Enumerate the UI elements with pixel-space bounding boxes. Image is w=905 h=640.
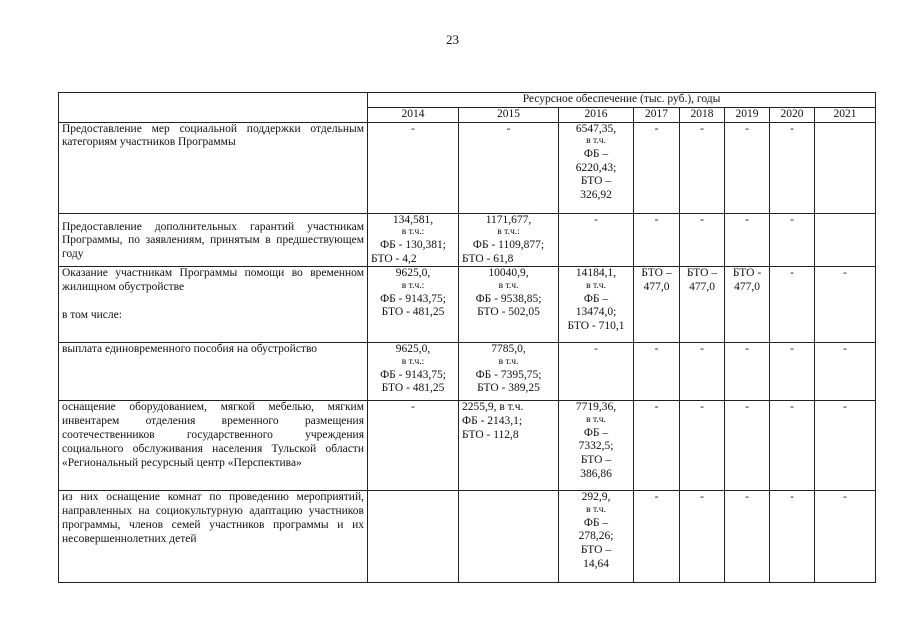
cell-2020: - [770,401,815,491]
table-row [59,343,876,401]
table-row [59,122,876,213]
cell-2014 [368,491,459,583]
cell-2015 [459,343,559,401]
cell-2019: - [725,122,770,213]
cell-line: БТО - 710,1 [567,320,625,333]
cell-2021: - [815,491,876,583]
cell-line: 6220,43; [575,161,617,174]
cell-2019: - [725,491,770,583]
header-year-2015: 2015 [459,107,559,122]
cell-line: 2255,9, в т.ч. [462,401,524,414]
row-description-text: Оказание участникам Программы помощи во временном жилищном обустройстве [62,267,364,294]
cell-line: 6547,35, [575,122,617,135]
cell-2016 [559,401,634,491]
cell-2018: - [680,491,725,583]
cell-line: ФБ - 9143,75; [380,292,446,305]
cell-line: БТО – [580,175,612,188]
cell-2014 [368,213,459,267]
cell-line: в т.ч. [498,281,519,292]
cell-line: 14184,1, [575,267,617,280]
cell-line: ФБ – [583,516,609,529]
cell-2014 [368,267,459,343]
cell-2020: - [770,213,815,267]
row-description-sub: в том числе: [62,308,122,321]
row-description: выплата единовременного пособия на обустройство [59,343,368,401]
header-group-title: Ресурсное обеспечение (тыс. руб.), годы [368,93,876,108]
cell-2015 [459,401,559,491]
cell-line: 1171,677, [485,213,532,226]
cell-line: 13474,0; [575,306,617,319]
table-row [59,213,876,267]
cell-line: 477,0 [689,281,715,294]
cell-line: в т.ч. [586,505,606,516]
row-description: оснащение оборудованием, мягкой мебелью, мягким инвентарем отделения временного размещения соотечественников государственного учреждения социального обслуживания населения Тульской области «Региональный ресурсный центр «Перспектива» [59,401,368,491]
cell-2019 [725,267,770,343]
cell-line: в т.ч.: [401,227,425,238]
cell-2017: - [634,401,680,491]
cell-line: БТО - 112,8 [462,428,519,441]
cell-2018: - [680,122,725,213]
cell-line: 7332,5; [578,440,614,453]
row-description-text: Предоставление дополнительных гарантий участникам Программы, по заявлениям, принятым в предшествующем году [62,220,364,261]
cell-2021: - [815,343,876,401]
table-row [59,401,876,491]
cell-line: в т.ч.: [497,227,520,238]
cell-line: БТО - 61,8 [462,252,514,265]
header-year-2014: 2014 [368,107,459,122]
cell-2016 [559,491,634,583]
cell-line: 386,86 [580,467,612,480]
cell-line: 326,92 [580,189,612,202]
cell-2018: - [680,343,725,401]
cell-2015 [459,491,559,583]
cell-2018: - [680,401,725,491]
cell-2021 [815,122,876,213]
cell-2016 [559,122,634,213]
cell-line: в т.ч.: [401,281,425,292]
header-year-2020: 2020 [770,107,815,122]
cell-line: 9625,0, [395,343,431,356]
cell-line: ФБ - 9143,75; [380,368,446,381]
resource-table [58,92,876,583]
header-year-2018: 2018 [680,107,725,122]
cell-2016: - [559,343,634,401]
row-description: Предоставление мер социальной поддержки отдельным категориям участников Программы [59,122,368,213]
cell-2014: - [368,401,459,491]
table-row [59,267,876,343]
cell-line: БТО - 4,2 [371,252,417,265]
cell-line: БТО – [686,267,718,280]
cell-2020: - [770,491,815,583]
cell-2019: - [725,401,770,491]
cell-2018 [680,267,725,343]
cell-2021: - [815,267,876,343]
row-description [59,213,368,267]
cell-2014: - [368,122,459,213]
row-description: из них оснащение комнат по проведению мероприятий, направленных на социокультурную адаптацию участников программы, членов семей участников программы и их несовершеннолетних детей [59,491,368,583]
row-description [59,267,368,343]
cell-2017: - [634,343,680,401]
cell-2015 [459,267,559,343]
cell-line: 278,26; [578,530,614,543]
cell-line: 134,581, [392,213,434,226]
cell-2019: - [725,213,770,267]
cell-line: ФБ - 9538,85; [475,292,542,305]
table-row [59,491,876,583]
header-empty-cell [59,93,368,123]
cell-2017: - [634,213,680,267]
cell-line: БТО - 389,25 [477,382,540,395]
cell-line: в т.ч.: [401,357,425,368]
cell-2019: - [725,343,770,401]
cell-2018: - [680,213,725,267]
cell-line: ФБ - 2143,1; [462,415,523,428]
cell-line: 477,0 [734,281,760,294]
header-year-2016: 2016 [559,107,634,122]
cell-line: 9625,0, [395,267,431,280]
header-row-group [59,93,876,108]
cell-line: 477,0 [643,281,670,294]
cell-line: БТО - 502,05 [477,306,540,319]
cell-line: 14,64 [583,557,609,570]
cell-line: ФБ – [583,147,609,160]
page-number: 23 [446,32,459,47]
cell-line: БТО - 481,25 [381,382,445,395]
cell-line: ФБ – [583,426,609,439]
cell-2017: - [634,491,680,583]
cell-2015: - [459,122,559,213]
cell-2014 [368,343,459,401]
header-year-2017: 2017 [634,107,680,122]
cell-line: ФБ - 7395,75; [475,368,542,381]
cell-2016: - [559,213,634,267]
cell-line: ФБ – [583,292,609,305]
cell-2021 [815,213,876,267]
cell-2015 [459,213,559,267]
cell-line: 7785,0, [491,343,526,356]
cell-line: БТО – [580,544,612,557]
cell-line: 10040,9, [488,267,529,280]
cell-line: ФБ - 130,381; [380,238,446,251]
cell-line: 292,9, [581,491,611,504]
cell-2016 [559,267,634,343]
cell-line: в т.ч. [498,357,519,368]
cell-2017 [634,267,680,343]
cell-line: ФБ - 1109,877; [472,238,545,251]
cell-line: 7719,36, [575,401,617,414]
cell-line: БТО – [641,267,672,280]
header-year-2021: 2021 [815,107,876,122]
header-year-2019: 2019 [725,107,770,122]
cell-line: БТО – [580,454,612,467]
cell-2020: - [770,343,815,401]
cell-2020: - [770,122,815,213]
cell-line: БТО - 481,25 [381,306,445,319]
cell-line: в т.ч. [586,136,606,147]
cell-line: БТО - [732,267,762,280]
cell-2021: - [815,401,876,491]
cell-line: в т.ч. [586,281,606,292]
cell-line: в т.ч. [586,415,606,426]
cell-2020: - [770,267,815,343]
cell-2017: - [634,122,680,213]
